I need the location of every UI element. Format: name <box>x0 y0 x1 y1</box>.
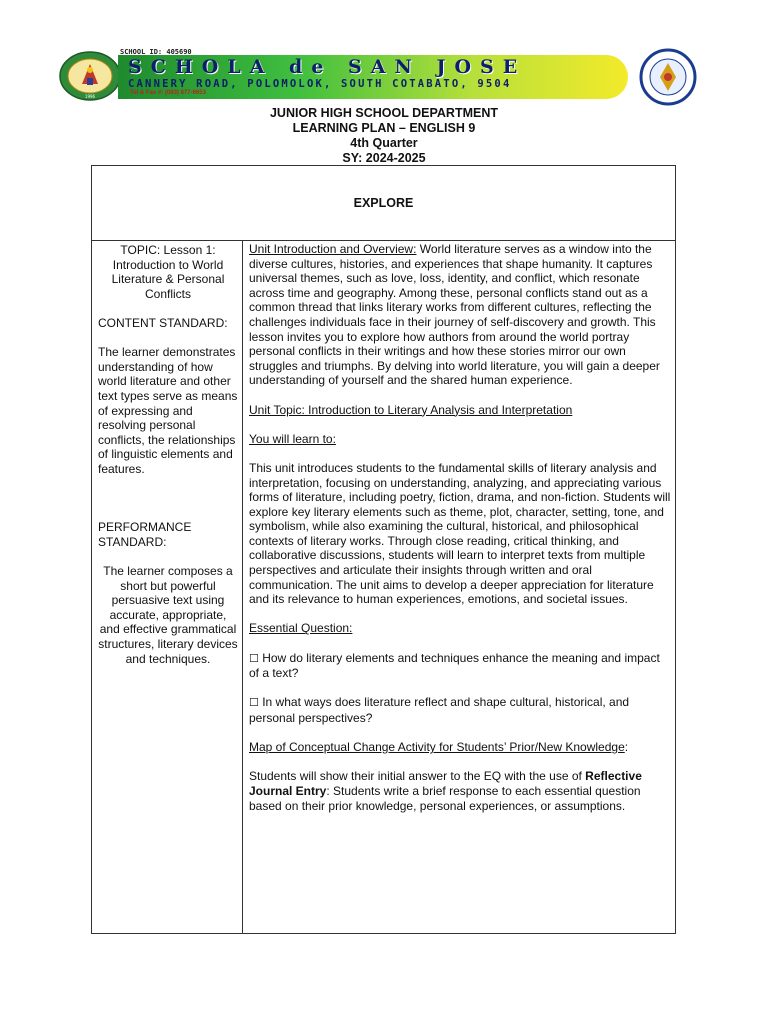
map-label: Map of Conceptual Change Activity for Students’ Prior/New Knowledge <box>249 740 625 755</box>
school-id: SCHOOL ID: 405690 <box>120 48 192 56</box>
unit-topic: Unit Topic: Introduction to Literary Analysis and Interpretation <box>249 402 573 417</box>
intro-label: Unit Introduction and Overview: <box>249 242 417 256</box>
learning-plan-table <box>91 165 676 934</box>
content-standard-text: The learner demonstrates understanding of how world literature and other text types serve as means of expressing and resolving personal conflicts, the relationships of linguistic elements and features. <box>98 345 238 476</box>
department-title: JUNIOR HIGH SCHOOL DEPARTMENT <box>269 106 499 120</box>
school-year-title: SY: 2024-2025 <box>342 151 426 165</box>
svg-text:1996: 1996 <box>84 94 96 99</box>
deped-seal-logo <box>636 48 700 106</box>
standards-column <box>92 241 242 666</box>
school-telfax: Tel & Fax #: (083) 877-6653 <box>130 90 206 96</box>
essential-question-2: ☐ In what ways does literature reflect and shape cultural, historical, and personal perspectives? <box>249 695 630 725</box>
school-seal-logo <box>58 50 122 102</box>
learn-text: This unit introduces students to the fundamental skills of literary analysis and interpretation, focusing on understanding, analyzing, and appreciating various forms of literature, including poetry, fiction, drama, and non-fiction. Students will explore key literary elements such as theme, plot, character, setting, tone, and symbolism, while also examining the cultural, historical, and philosophical contexts of literary works. Through close reading, critical thinking, and collaborative discussions, students will learn to interpret texts from multiple perspectives and articulate their insights through written and oral communication. The unit aims to develop a deeper appreciation for literature and its relevance to human experiences, emotions, and societal issues. <box>249 460 671 607</box>
reflective-journal-instructions: Students will show their initial answer to the EQ with the use of Reflective Journal Entry: Students write a brief response to each essential question based on their prior knowledge, personal experiences, or assumptions. <box>249 769 642 813</box>
checkbox-icon: ☐ <box>249 696 259 710</box>
performance-standard-label: PERFORMANCE STANDARD: <box>98 520 192 549</box>
content-column <box>243 241 675 828</box>
essential-question-1: ☐ How do literary elements and techniques enhance the meaning and impact of a text? <box>249 650 660 681</box>
plan-title: LEARNING PLAN – ENGLISH 9 <box>292 121 476 135</box>
conceptual-change-map: Map of Conceptual Change Activity for Students’ Prior/New Knowledge: <box>249 740 629 755</box>
essential-question-label: Essential Question: <box>249 621 353 636</box>
performance-standard-text: The learner composes a short but powerful persuasive text using accurate, appropriate, and effective grammatical structures, literary devices and techniques. <box>98 564 238 666</box>
unit-introduction <box>249 242 671 388</box>
document-titles <box>0 106 768 166</box>
quarter-title: 4th Quarter <box>350 136 418 150</box>
explore-header: EXPLORE <box>92 166 675 241</box>
lesson-topic: TOPIC: Lesson 1: Introduction to World Literature & Personal Conflicts <box>111 243 225 301</box>
you-will-learn-label: You will learn to: <box>249 431 336 446</box>
reflective-journal-label: Reflective Journal Entry <box>249 769 642 798</box>
checkbox-icon: ☐ <box>249 651 259 665</box>
school-name: SCHOLA de SAN JOSE <box>128 56 527 78</box>
school-address: CANNERY ROAD, POLOMOLOK, SOUTH COTABATO, 9504 <box>128 78 512 90</box>
content-standard-label: CONTENT STANDARD: <box>98 315 228 330</box>
intro-text: World literature serves as a window into the diverse cultures, histories, and experiences that shape humanity. It captures universal themes, such as love, loss, identity, and conflict, which resonate across time and geography. Among these, personal conflicts stand out as a common thread that links literary works from different cultures, reflecting the challenges individuals face in their journey of self-discovery and growth. This lesson invites you to explore how authors from around the world portray personal conflicts in their writings and how these stories mirror our own struggles and triumphs. By delving into world literature, you will gain a deeper understanding of yourself and the shared human experience. <box>249 242 660 388</box>
letterhead <box>0 0 768 110</box>
